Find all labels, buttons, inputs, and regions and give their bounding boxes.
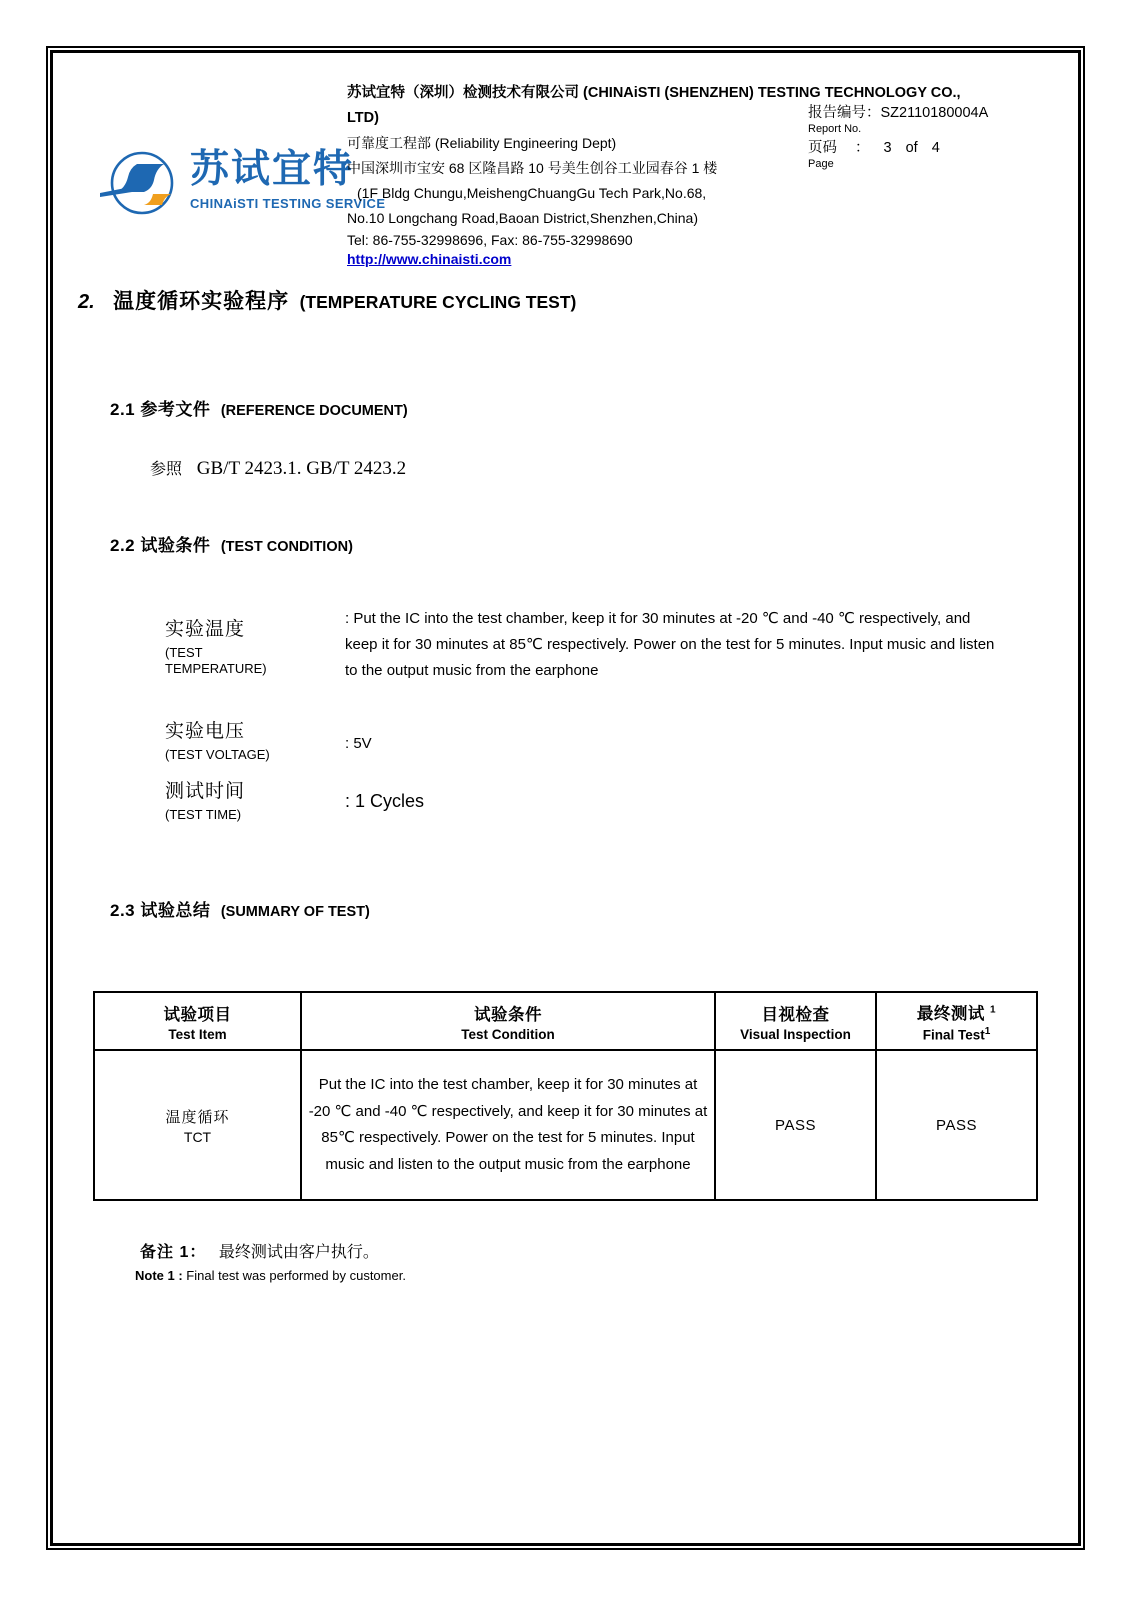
section-2-1-heading-zh: 2.1 参考文件 bbox=[110, 400, 211, 419]
header-visual-inspection-zh: 目视检查 bbox=[761, 1005, 830, 1024]
section-2-1-heading-en: (REFERENCE DOCUMENT) bbox=[220, 403, 408, 419]
header-final-test-en: Final Test$^1$ bbox=[922, 1025, 991, 1043]
section-2-2-heading-en: (TEST CONDITION) bbox=[220, 539, 353, 555]
section-2-number: 2. bbox=[78, 291, 95, 313]
report-no-label-zh: 报告编号： bbox=[808, 105, 881, 121]
header-test-item-zh: 试验项目 bbox=[163, 1005, 232, 1024]
header-test-condition-zh: 试验条件 bbox=[474, 1005, 542, 1024]
test-time-label-en: (TEST TIME) bbox=[165, 807, 242, 822]
report-no-label-en: Report No. bbox=[808, 123, 862, 135]
test-temperature-label bbox=[165, 619, 295, 677]
test-voltage-label bbox=[165, 721, 325, 763]
page-colon: ： bbox=[855, 140, 870, 156]
table-row bbox=[94, 1050, 1037, 1200]
cell-test-item-zh: 温度循环 bbox=[165, 1108, 230, 1126]
section-2-3-heading bbox=[110, 896, 370, 921]
note-1-en-label: Note 1 : bbox=[135, 1268, 183, 1283]
page-frame bbox=[50, 50, 1081, 1546]
section-2-3-heading-en: (SUMMARY OF TEST) bbox=[220, 904, 370, 920]
test-voltage-label-en: (TEST VOLTAGE) bbox=[165, 747, 270, 762]
note-1-en-text: Final test was performed by customer. bbox=[186, 1268, 406, 1283]
test-time-label bbox=[165, 781, 325, 823]
cell-final-test: PASS bbox=[876, 1050, 1037, 1200]
page-no-row bbox=[808, 140, 1048, 157]
header-test-item-en: Test Item bbox=[168, 1026, 227, 1042]
website-link[interactable]: http://www.chinaisti.com bbox=[347, 251, 512, 267]
test-time-value: : 1 Cycles bbox=[345, 791, 425, 811]
section-2-2-heading-zh: 2.2 试验条件 bbox=[110, 536, 211, 555]
header-final-test bbox=[876, 992, 1037, 1050]
cell-visual-inspection: PASS bbox=[715, 1050, 876, 1200]
reference-document-line bbox=[150, 456, 406, 480]
report-no-row bbox=[808, 105, 1048, 122]
page-value: 3 of 4 bbox=[883, 140, 940, 156]
brand-name-zh: 苏试宜特 bbox=[190, 148, 355, 191]
section-2-2-heading bbox=[110, 531, 353, 556]
final-test-footnote-marker-en: 1 bbox=[984, 1025, 991, 1037]
header-visual-inspection bbox=[715, 992, 876, 1050]
test-temperature-value: : Put the IC into the test chamber, keep it for 30 minutes at -20 ℃ and -40 ℃ respectively, and keep it for 30 minutes at 85℃ respectively. Power on the test for 5 minutes. Input music and listen to the output music from the earphone bbox=[345, 610, 995, 679]
department-line: 可靠度工程部 (Reliability Engineering Dept) bbox=[347, 135, 617, 151]
test-time-label-zh: 测试时间 bbox=[165, 781, 246, 802]
header-test-item bbox=[94, 992, 301, 1050]
address-en-line2: No.10 Longchang Road,Baoan District,Shenzhen,China) bbox=[347, 210, 699, 226]
page-label-en: Page bbox=[808, 158, 834, 170]
report-no-value: SZ2110180004A bbox=[880, 105, 989, 121]
header-final-test-zh: 最终测试 $^1$ bbox=[916, 1004, 997, 1023]
cell-test-item-en: TCT bbox=[183, 1128, 212, 1145]
note-1-en bbox=[135, 1268, 406, 1283]
tel-fax-line: Tel: 86-755-32998696, Fax: 86-755-32998690 bbox=[347, 232, 633, 248]
cell-test-condition: Put the IC into the test chamber, keep it for 30 minutes at -20 ℃ and -40 ℃ respectively, and keep it for 30 minutes at 85℃ respectively. Power on the test for 5 minutes. Input music and listen to the output music from the earphone bbox=[301, 1050, 715, 1200]
section-2-1-heading bbox=[110, 395, 408, 420]
cell-test-item bbox=[94, 1050, 301, 1200]
company-name-line2: LTD) bbox=[347, 110, 379, 126]
section-2-title bbox=[78, 285, 576, 315]
summary-table-header-row bbox=[94, 992, 1037, 1050]
company-logo bbox=[98, 141, 385, 238]
header-test-condition bbox=[301, 992, 715, 1050]
final-test-footnote-marker: 1 bbox=[990, 1004, 997, 1016]
reference-prefix-zh: 参照 bbox=[150, 461, 183, 478]
test-temperature-label-zh: 实验温度 bbox=[165, 619, 246, 640]
test-temperature-label-en: (TEST TEMPERATURE) bbox=[165, 645, 267, 676]
test-voltage-value: : 5V bbox=[345, 735, 372, 752]
note-1-zh-label: 备注 1： bbox=[140, 1244, 207, 1261]
section-2-title-zh: 温度循环实验程序 bbox=[113, 290, 290, 313]
address-en-line1: (1F Bldg Chungu,MeishengChuangGu Tech Park,No.68, bbox=[357, 185, 707, 201]
header-test-condition-en: Test Condition bbox=[461, 1026, 555, 1042]
test-voltage-label-zh: 实验电压 bbox=[165, 721, 246, 742]
address-zh: 中国深圳市宝安 68 区隆昌路 10 号美生创谷工业园春谷 1 楼 bbox=[347, 160, 718, 176]
page-label-zh: 页码 bbox=[808, 140, 837, 156]
section-2-title-en: (TEMPERATURE CYCLING TEST) bbox=[299, 292, 577, 312]
swoosh-circle-logo-icon bbox=[98, 141, 180, 238]
report-meta-block bbox=[808, 105, 1048, 175]
company-name-line1: 苏试宜特（深圳）检测技术有限公司 (CHINAiSTI (SHENZHEN) TESTING TECHNOLOGY CO., bbox=[347, 85, 961, 101]
header-visual-inspection-en: Visual Inspection bbox=[740, 1026, 851, 1042]
note-1-zh-text: 最终测试由客户执行。 bbox=[218, 1244, 379, 1261]
reference-standards: GB/T 2423.1. GB/T 2423.2 bbox=[196, 458, 407, 479]
brand-name-en: CHINAiSTI TESTING SERVICE bbox=[190, 195, 386, 211]
section-2-3-heading-zh: 2.3 试验总结 bbox=[110, 901, 211, 920]
note-1-zh bbox=[140, 1239, 379, 1262]
summary-table bbox=[93, 991, 1038, 1201]
